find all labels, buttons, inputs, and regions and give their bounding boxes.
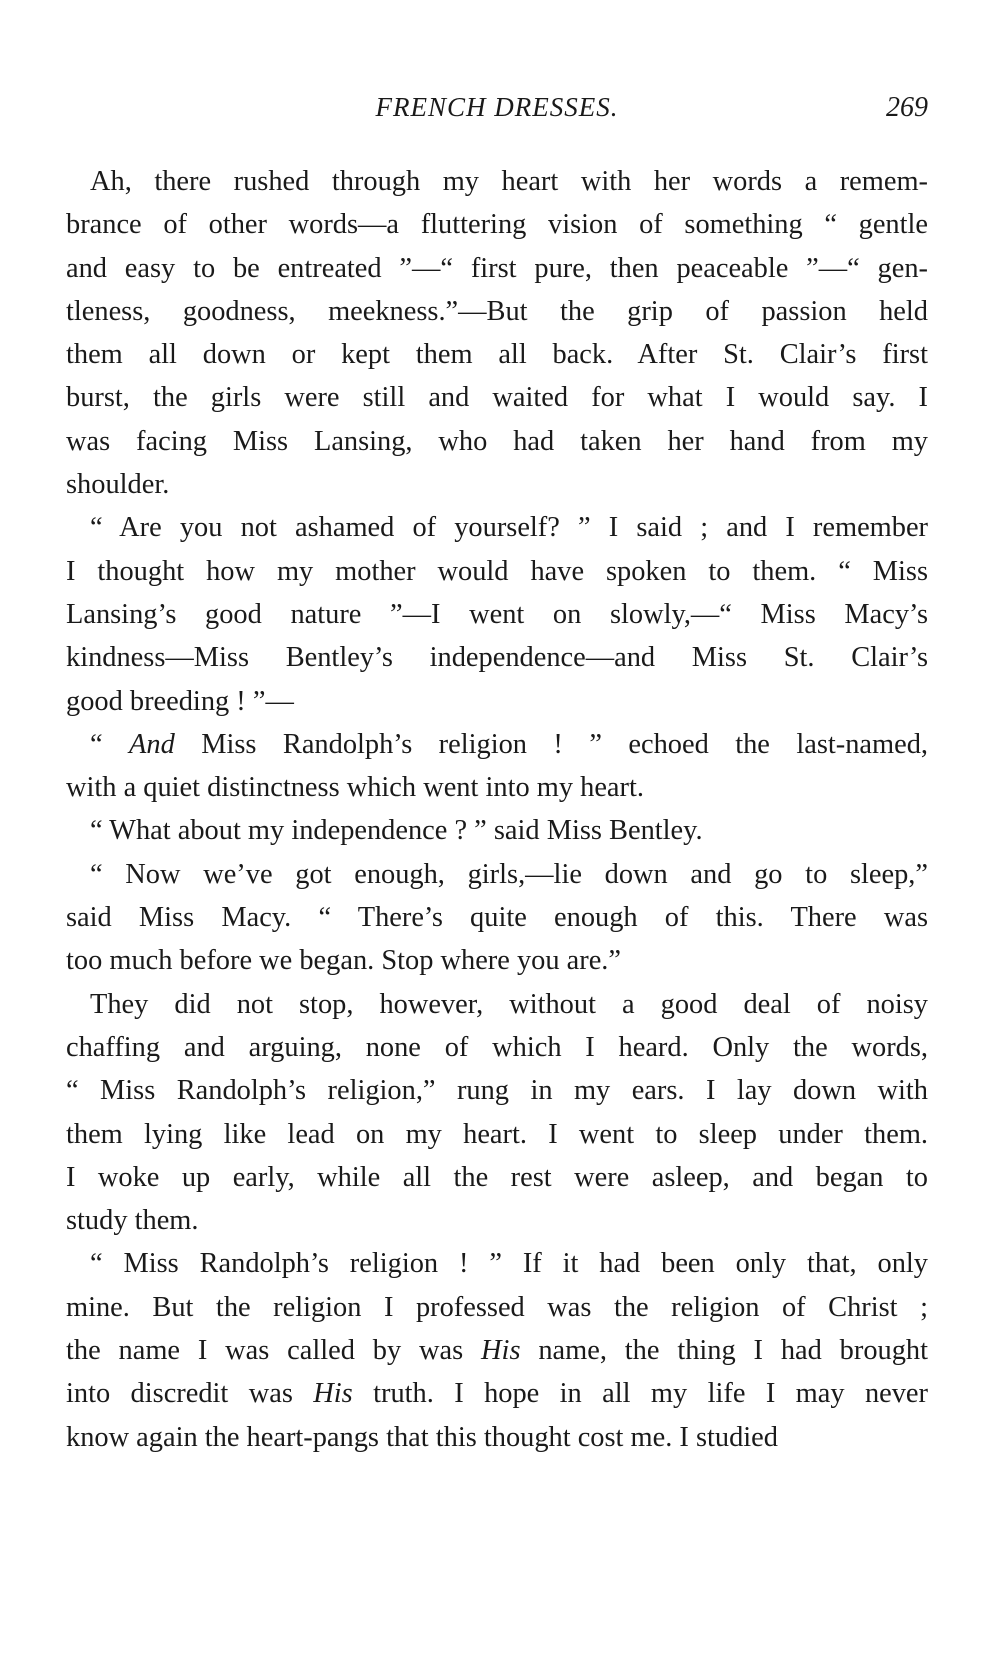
paragraph	[66, 160, 928, 506]
paragraph	[66, 853, 928, 983]
paragraph	[66, 506, 928, 722]
page-number: 269	[886, 92, 928, 123]
text-line: They did not stop, however, without a good deal of noisy	[90, 988, 928, 1020]
text-line: them lying like lead on my heart. I went to sleep under them.	[66, 1118, 928, 1150]
text-line: said Miss Macy. “ There’s quite enough of this. There was	[66, 902, 928, 934]
text-line: Lansing’s good nature ”—I went on slowly,—“ Miss Macy’s	[66, 598, 928, 630]
text-line: and easy to be entreated ”—“ first pure, then peaceable ”—“ gen-	[66, 252, 928, 284]
text-line: kindness—Miss Bentley’s independence—and Miss St. Clair’s	[66, 642, 928, 674]
running-head	[66, 92, 928, 132]
text-line: mine. But the religion I professed was the religion of Christ ;	[66, 1291, 928, 1323]
text-line: burst, the girls were still and waited for what I would say. I	[66, 382, 928, 414]
body-text	[66, 160, 928, 1459]
paragraph	[66, 809, 928, 852]
text-line: into discredit was His truth. I hope in all my life I may never	[66, 1378, 928, 1410]
paragraph	[66, 983, 928, 1243]
text-line: “ And Miss Randolph’s religion ! ” echoed the last-named,	[90, 728, 928, 760]
text-line: them all down or kept them all back. After St. Clair’s first	[66, 339, 928, 371]
text-line: study them.	[66, 1205, 199, 1237]
text-line: “ What about my independence ? ” said Miss Bentley.	[90, 815, 703, 847]
text-line: with a quiet distinctness which went into my heart.	[66, 772, 644, 804]
text-line: too much before we began. Stop where you are.”	[66, 945, 621, 977]
text-line: “ Miss Randolph’s religion ! ” If it had been only that, only	[90, 1248, 928, 1280]
text-line: was facing Miss Lansing, who had taken her hand from my	[66, 425, 928, 457]
text-line: good breeding ! ”—	[66, 685, 294, 717]
text-line: I woke up early, while all the rest were asleep, and began to	[66, 1161, 928, 1193]
text-line: I thought how my mother would have spoken to them. “ Miss	[66, 555, 928, 587]
text-line: the name I was called by was His name, the thing I had brought	[66, 1335, 928, 1367]
text-line: brance of other words—a fluttering vision of something “ gentle	[66, 209, 928, 241]
text-line: Ah, there rushed through my heart with her words a remem-	[90, 166, 928, 197]
running-title: FRENCH DRESSES.	[375, 92, 619, 122]
paragraph	[66, 723, 928, 810]
text-line: “ Miss Randolph’s religion,” rung in my ears. I lay down with	[66, 1075, 928, 1107]
text-line: “ Now we’ve got enough, girls,—lie down and go to sleep,”	[90, 858, 928, 890]
text-line: chaffing and arguing, none of which I heard. Only the words,	[66, 1031, 928, 1063]
paragraph	[66, 1242, 928, 1458]
text-line: tleness, goodness, meekness.”—But the grip of passion held	[66, 295, 928, 327]
text-line: “ Are you not ashamed of yourself? ” I said ; and I remember	[90, 512, 928, 544]
text-line: know again the heart-pangs that this thought cost me. I studied	[66, 1421, 778, 1453]
text-line: shoulder.	[66, 469, 170, 501]
